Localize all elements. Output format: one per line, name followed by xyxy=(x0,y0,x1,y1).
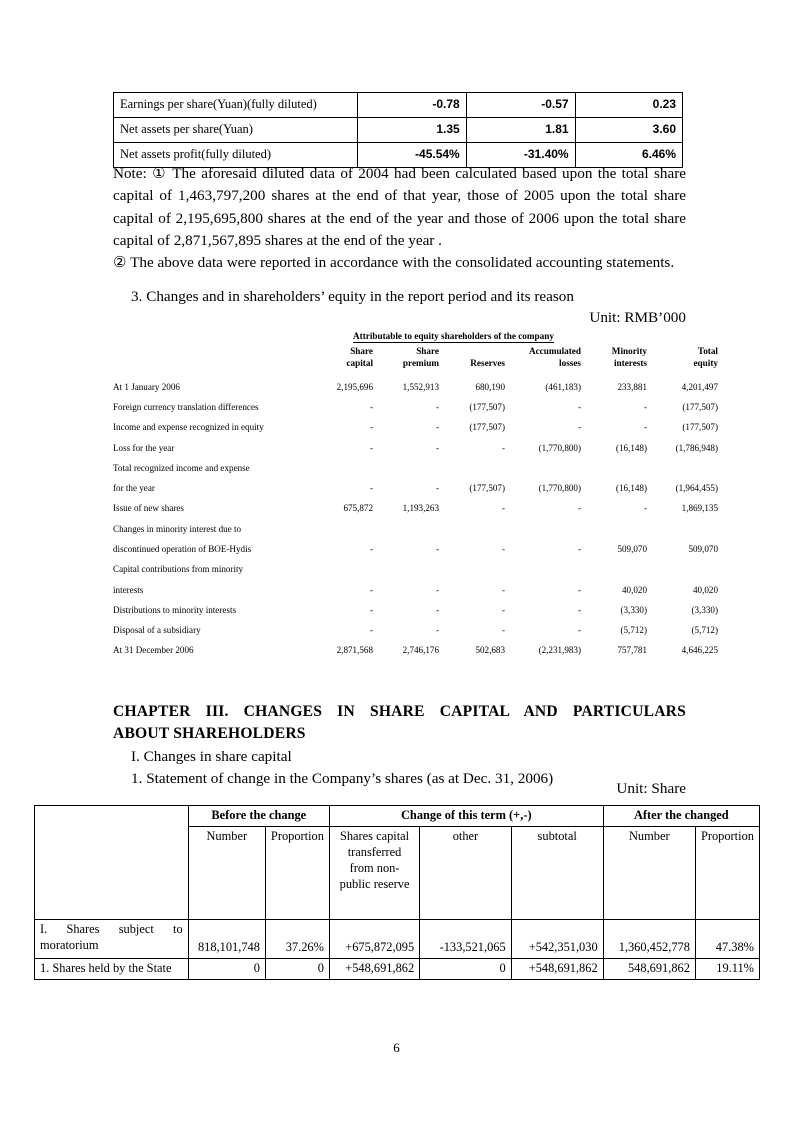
share-capital-change-table xyxy=(34,805,760,980)
equity-cell-share-premium: - xyxy=(435,625,439,636)
equity-cell-accumulated-losses: - xyxy=(577,604,581,615)
financial-metrics-table xyxy=(113,92,683,168)
unit-label-rmb: Unit: RMB’000 xyxy=(589,309,686,326)
metric-value-2006: 3.60 xyxy=(575,118,682,143)
section-heading-statement-of-change: 1. Statement of change in the Company’s shares (as at Dec. 31, 2006) xyxy=(131,770,554,787)
equity-cell-total-equity: 4,201,497 xyxy=(681,381,718,392)
equity-cell-minority-interests: 509,070 xyxy=(617,543,647,554)
equity-table-body xyxy=(113,371,718,655)
equity-cell-total-equity xyxy=(647,554,718,574)
equity-row-label: interests xyxy=(113,584,144,595)
equity-cell-total-equity xyxy=(647,513,718,533)
share-subheader-after-number: Number xyxy=(603,826,695,919)
equity-col-share-capital-line2: capital xyxy=(346,358,373,369)
metric-label: Earnings per share(Yuan)(fully diluted) xyxy=(114,93,358,118)
table-row xyxy=(113,513,718,533)
share-cell-after-proportion: 19.11% xyxy=(695,958,759,979)
note-1: Note: ① The aforesaid diluted data of 2004 had been calculated based upon the total share capital of 1,463,797,200 shares at the end of that year, those of 2005 upon the total share capital of 2,195,695,800 shares at the end of the year and those of 2006 upon the total share capital of 2,871,567,895 shares at the end of the year . xyxy=(113,165,686,250)
equity-header-blank-2 xyxy=(113,359,309,371)
equity-cell-total-equity: (3,330) xyxy=(691,604,718,615)
share-subheader-after-proportion: Proportion xyxy=(695,826,759,919)
equity-cell-share-premium: - xyxy=(435,584,439,595)
share-group-header-after: After the changed xyxy=(603,806,759,827)
equity-cell-minority-interests: 233,881 xyxy=(617,381,647,392)
equity-col-share-capital-line1: Share xyxy=(350,346,373,356)
equity-cell-total-equity: (5,712) xyxy=(691,625,718,636)
table-row xyxy=(113,554,718,574)
equity-cell-minority-interests xyxy=(581,513,647,533)
equity-row-label: At 31 December 2006 xyxy=(113,645,194,656)
equity-row-label: Loss for the year xyxy=(113,442,175,453)
unit-label-share: Unit: Share xyxy=(616,780,686,797)
equity-cell-reserves: - xyxy=(501,503,505,514)
equity-header-line2 xyxy=(113,359,718,371)
equity-cell-reserves xyxy=(439,453,505,473)
equity-cell-accumulated-losses: - xyxy=(577,625,581,636)
equity-col-share-premium-line2: premium xyxy=(402,358,439,369)
equity-row-label: Issue of new shares xyxy=(113,503,184,514)
equity-cell-reserves: (177,507) xyxy=(469,483,505,494)
equity-cell-share-premium: 1,193,263 xyxy=(402,503,439,514)
equity-cell-share-premium: 1,552,913 xyxy=(402,381,439,392)
equity-col-accumulated-losses-line1: Accumulated xyxy=(528,346,581,356)
metric-value-2006: 0.23 xyxy=(575,93,682,118)
equity-cell-share-premium: - xyxy=(435,422,439,433)
equity-row-label: Distributions to minority interests xyxy=(113,604,237,615)
equity-cell-minority-interests: - xyxy=(643,422,647,433)
table-row xyxy=(113,493,718,513)
metric-value-2005: 1.81 xyxy=(466,118,575,143)
equity-cell-share-premium: - xyxy=(435,543,439,554)
equity-col-share-premium-line1: Share xyxy=(416,346,439,356)
equity-cell-reserves: - xyxy=(501,543,505,554)
equity-row-label: Total recognized income and expense xyxy=(113,462,250,473)
section-heading-3: 3. Changes and in shareholders’ equity in the report period and its reason xyxy=(131,288,574,305)
equity-cell-minority-interests: (16,148) xyxy=(615,442,647,453)
notes-block xyxy=(113,163,686,275)
equity-cell-reserves: 680,190 xyxy=(475,381,505,392)
equity-cell-share-capital: - xyxy=(369,442,373,453)
metric-value-2004: 1.35 xyxy=(357,118,466,143)
equity-cell-reserves: - xyxy=(501,604,505,615)
equity-cell-reserves: - xyxy=(501,584,505,595)
equity-row-label: At 1 January 2006 xyxy=(113,381,180,392)
equity-cell-share-capital: - xyxy=(369,584,373,595)
share-cell-transferred: +548,691,862 xyxy=(329,958,419,979)
equity-cell-share-premium: - xyxy=(435,442,439,453)
equity-cell-total-equity: (1,964,455) xyxy=(675,483,718,494)
share-group-header-change: Change of this term (+,-) xyxy=(329,806,603,827)
share-subheader-shares-capital-transferred: Shares capital transferred from non-public reserve xyxy=(329,826,419,919)
table-row xyxy=(114,118,683,143)
share-table-corner-blank xyxy=(35,806,189,920)
equity-cell-accumulated-losses: - xyxy=(577,584,581,595)
share-cell-before-number: 818,101,748 xyxy=(188,919,265,958)
share-cell-before-proportion: 0 xyxy=(265,958,329,979)
equity-cell-share-capital xyxy=(309,453,373,473)
share-table-group-header-row xyxy=(35,806,760,827)
equity-table xyxy=(113,347,718,656)
equity-cell-share-capital: 2,871,568 xyxy=(336,645,373,656)
equity-cell-share-premium: - xyxy=(435,401,439,412)
share-cell-after-proportion: 47.38% xyxy=(695,919,759,958)
equity-cell-reserves xyxy=(439,513,505,533)
table-row xyxy=(113,453,718,473)
equity-cell-total-equity: (177,507) xyxy=(682,401,718,412)
equity-cell-share-premium: 2,746,176 xyxy=(402,645,439,656)
equity-cell-total-equity: (1,786,948) xyxy=(675,442,718,453)
table-row xyxy=(113,371,718,391)
equity-cell-minority-interests: (16,148) xyxy=(615,483,647,494)
equity-cell-share-capital: 675,872 xyxy=(343,503,373,514)
share-cell-before-number: 0 xyxy=(188,958,265,979)
metric-label: Net assets per share(Yuan) xyxy=(114,118,358,143)
equity-col-total-equity-line1: Total xyxy=(697,346,718,356)
equity-cell-minority-interests: (3,330) xyxy=(620,604,647,615)
table-row xyxy=(113,534,718,554)
equity-cell-reserves: (177,507) xyxy=(469,422,505,433)
equity-cell-accumulated-losses: - xyxy=(577,422,581,433)
equity-cell-accumulated-losses xyxy=(505,513,581,533)
equity-cell-reserves xyxy=(439,554,505,574)
note-2: ② The above data were reported in accordance with the consolidated accounting statements. xyxy=(113,254,675,272)
chapter-heading-line2: ABOUT SHAREHOLDERS xyxy=(113,725,306,743)
equity-cell-share-capital: - xyxy=(369,625,373,636)
equity-row-label: Disposal of a subsidiary xyxy=(113,625,201,636)
metric-label: Net assets profit(fully diluted) xyxy=(114,143,358,168)
equity-cell-share-premium: - xyxy=(435,483,439,494)
equity-cell-share-premium xyxy=(373,453,439,473)
table-row xyxy=(35,958,760,979)
share-group-header-before: Before the change xyxy=(188,806,329,827)
equity-cell-share-capital: - xyxy=(369,543,373,554)
equity-cell-reserves: (177,507) xyxy=(469,401,505,412)
equity-cell-share-capital: - xyxy=(369,422,373,433)
table-row xyxy=(113,392,718,412)
equity-cell-share-capital xyxy=(309,554,373,574)
equity-cell-total-equity: (177,507) xyxy=(682,422,718,433)
equity-cell-minority-interests: 757,781 xyxy=(617,645,647,656)
equity-cell-share-capital: - xyxy=(369,401,373,412)
equity-cell-accumulated-losses xyxy=(505,554,581,574)
metric-value-2006: 6.46% xyxy=(575,143,682,168)
equity-cell-accumulated-losses: - xyxy=(577,503,581,514)
equity-cell-minority-interests xyxy=(581,453,647,473)
share-table-body xyxy=(35,919,760,979)
equity-table-head xyxy=(113,347,718,371)
equity-row-label: Capital contributions from minority xyxy=(113,564,244,575)
share-table-head xyxy=(35,806,760,920)
share-cell-before-proportion: 37.26% xyxy=(265,919,329,958)
share-subheader-before-proportion: Proportion xyxy=(265,826,329,919)
equity-row-label: Foreign currency translation differences xyxy=(113,401,259,412)
equity-cell-total-equity: 1,869,135 xyxy=(681,503,718,514)
equity-cell-total-equity xyxy=(647,453,718,473)
equity-cell-minority-interests: - xyxy=(643,503,647,514)
table-row xyxy=(113,473,718,493)
share-cell-after-number: 548,691,862 xyxy=(603,958,695,979)
metric-value-2005: -31.40% xyxy=(466,143,575,168)
equity-cell-accumulated-losses: - xyxy=(577,401,581,412)
equity-cell-accumulated-losses: (2,231,983) xyxy=(538,645,581,656)
equity-cell-reserves: - xyxy=(501,625,505,636)
equity-attributable-header: Attributable to equity shareholders of the company xyxy=(353,331,554,341)
equity-cell-accumulated-losses: (461,183) xyxy=(545,381,581,392)
share-cell-after-number: 1,360,452,778 xyxy=(603,919,695,958)
metric-value-2004: -0.78 xyxy=(357,93,466,118)
equity-cell-share-capital: - xyxy=(369,483,373,494)
equity-col-accumulated-losses-line2: losses xyxy=(559,358,581,369)
share-row-label: I. Shares subject to moratorium xyxy=(35,919,189,958)
section-heading-changes-in-share-capital: I. Changes in share capital xyxy=(131,748,292,765)
share-subheader-other: other xyxy=(420,826,512,919)
share-subheader-before-number: Number xyxy=(188,826,265,919)
metric-value-2004: -45.54% xyxy=(357,143,466,168)
table-row xyxy=(113,615,718,635)
share-subheader-subtotal: subtotal xyxy=(511,826,603,919)
equity-row-label: Changes in minority interest due to xyxy=(113,523,242,534)
table-row xyxy=(113,595,718,615)
share-cell-subtotal: +542,351,030 xyxy=(511,919,603,958)
equity-col-total-equity-line2: equity xyxy=(693,358,718,369)
equity-cell-minority-interests: - xyxy=(643,401,647,412)
chapter-heading-line1: CHAPTER III. CHANGES IN SHARE CAPITAL AND PARTICULARS xyxy=(113,703,686,720)
equity-col-minority-interests-line1: Minority xyxy=(611,346,647,356)
equity-cell-share-capital: - xyxy=(369,604,373,615)
equity-cell-accumulated-losses: - xyxy=(577,543,581,554)
equity-col-minority-interests-line2: interests xyxy=(614,358,647,369)
table-row xyxy=(113,432,718,452)
equity-cell-total-equity: 509,070 xyxy=(688,543,718,554)
metrics-table-body xyxy=(114,93,683,168)
table-row xyxy=(114,93,683,118)
table-row xyxy=(113,635,718,655)
share-cell-subtotal: +548,691,862 xyxy=(511,958,603,979)
equity-cell-total-equity: 40,020 xyxy=(692,584,718,595)
equity-cell-share-premium xyxy=(373,554,439,574)
equity-cell-accumulated-losses xyxy=(505,453,581,473)
share-cell-other: 0 xyxy=(420,958,512,979)
equity-cell-share-capital xyxy=(309,513,373,533)
metric-value-2005: -0.57 xyxy=(466,93,575,118)
equity-cell-minority-interests: 40,020 xyxy=(621,584,647,595)
equity-row-label: discontinued operation of BOE-Hydis xyxy=(113,543,252,554)
equity-cell-share-capital: 2,195,696 xyxy=(336,381,373,392)
equity-header-blank xyxy=(113,347,309,359)
equity-cell-total-equity: 4,646,225 xyxy=(681,645,718,656)
equity-cell-share-premium xyxy=(373,513,439,533)
equity-cell-minority-interests: (5,712) xyxy=(620,625,647,636)
equity-col-reserves-line2: Reserves xyxy=(470,358,505,369)
equity-cell-accumulated-losses: (1,770,800) xyxy=(538,442,581,453)
page-number: 6 xyxy=(393,1040,400,1055)
equity-cell-reserves: - xyxy=(501,442,505,453)
share-cell-transferred: +675,872,095 xyxy=(329,919,419,958)
table-row xyxy=(113,574,718,594)
table-row xyxy=(113,412,718,432)
share-row-label: 1. Shares held by the State xyxy=(35,958,189,979)
equity-cell-share-premium: - xyxy=(435,604,439,615)
equity-cell-reserves: 502,683 xyxy=(475,645,505,656)
chapter-heading xyxy=(113,701,686,745)
equity-cell-minority-interests xyxy=(581,554,647,574)
equity-row-label: Income and expense recognized in equity xyxy=(113,422,264,433)
table-row xyxy=(35,919,760,958)
equity-row-label: for the year xyxy=(113,483,155,494)
share-cell-other: -133,521,065 xyxy=(420,919,512,958)
equity-cell-accumulated-losses: (1,770,800) xyxy=(538,483,581,494)
